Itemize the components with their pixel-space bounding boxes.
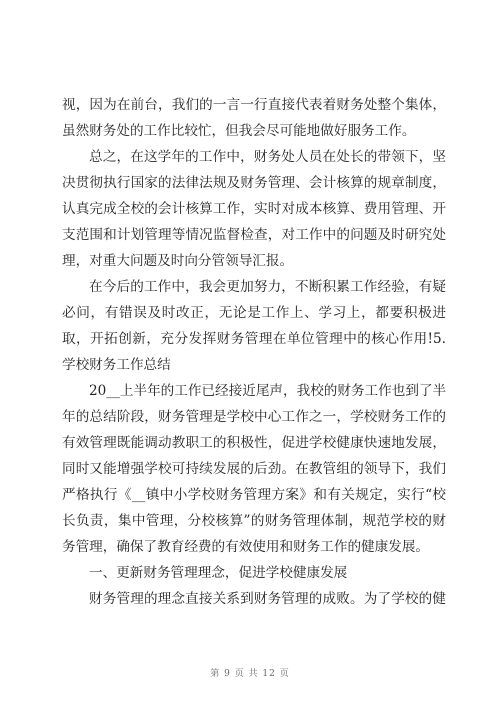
text-line-13: 年的总结阶段，财务管理是学校中心工作之一，学校财务工作的 — [62, 409, 446, 425]
text-line-3: 总之，在这学年的工作中，财务处人员在处长的带领下，坚 — [89, 149, 446, 165]
document-body — [62, 92, 446, 612]
text-line-8: 在今后的工作中，我会更加努力，不断积累工作经验，有疑 — [89, 279, 446, 295]
text-line-5: 认真完成全校的会计核算工作，实时对成本核算、费用管理、开 — [62, 201, 446, 217]
subsection-heading: 一、更新财务管理理念，促进学校健康发展 — [89, 565, 348, 581]
text-line-2: 虽然财务处的工作比较忙，但我会尽可能地做好服务工作。 — [62, 123, 416, 139]
text-line-15: 同时又能增强学校可持续发展的后劲。在教管组的领导下，我们 — [62, 461, 446, 477]
text-line-1: 视，因为在前台，我们的一言一行直接代表着财务处整个集体， — [62, 97, 446, 113]
text-line-20: 财务管理的理念直接关系到财务管理的成败。为了学校的健 — [89, 591, 446, 607]
text-line-18: 务管理，确保了教育经费的有效使用和财务工作的健康发展。 — [62, 539, 430, 555]
text-line-9: 必问，有错误及时改正，无论是工作上、学习上，都要积极进 — [62, 305, 446, 321]
text-line-12: 20__上半年的工作已经接近尾声，我校的财务工作也到了半 — [89, 383, 446, 399]
text-line-7: 理，对重大问题及时向分管领导汇报。 — [62, 253, 294, 269]
text-line-6: 支范围和计划管理等情况监督检查，对工作中的问题及时研究处 — [62, 227, 446, 243]
page-number: 第 9 页 共 12 页 — [210, 669, 290, 679]
text-line-14: 有效管理既能调动教职工的积极性，促进学校健康快速地发展， — [62, 435, 446, 451]
text-line-10: 取，开拓创新，充分发挥财务管理在单位管理中的核心作用!5. — [62, 331, 446, 347]
text-line-4: 决贯彻执行国家的法律法规及财务管理、会计核算的规章制度， — [62, 175, 446, 191]
section-heading: 学校财务工作总结 — [62, 357, 171, 373]
text-line-17: 长负责，集中管理，分校核算”的财务管理体制，规范学校的财 — [62, 513, 446, 529]
text-line-16: 严格执行《__镇中小学校财务管理方案》和有关规定，实行“校 — [62, 487, 446, 503]
